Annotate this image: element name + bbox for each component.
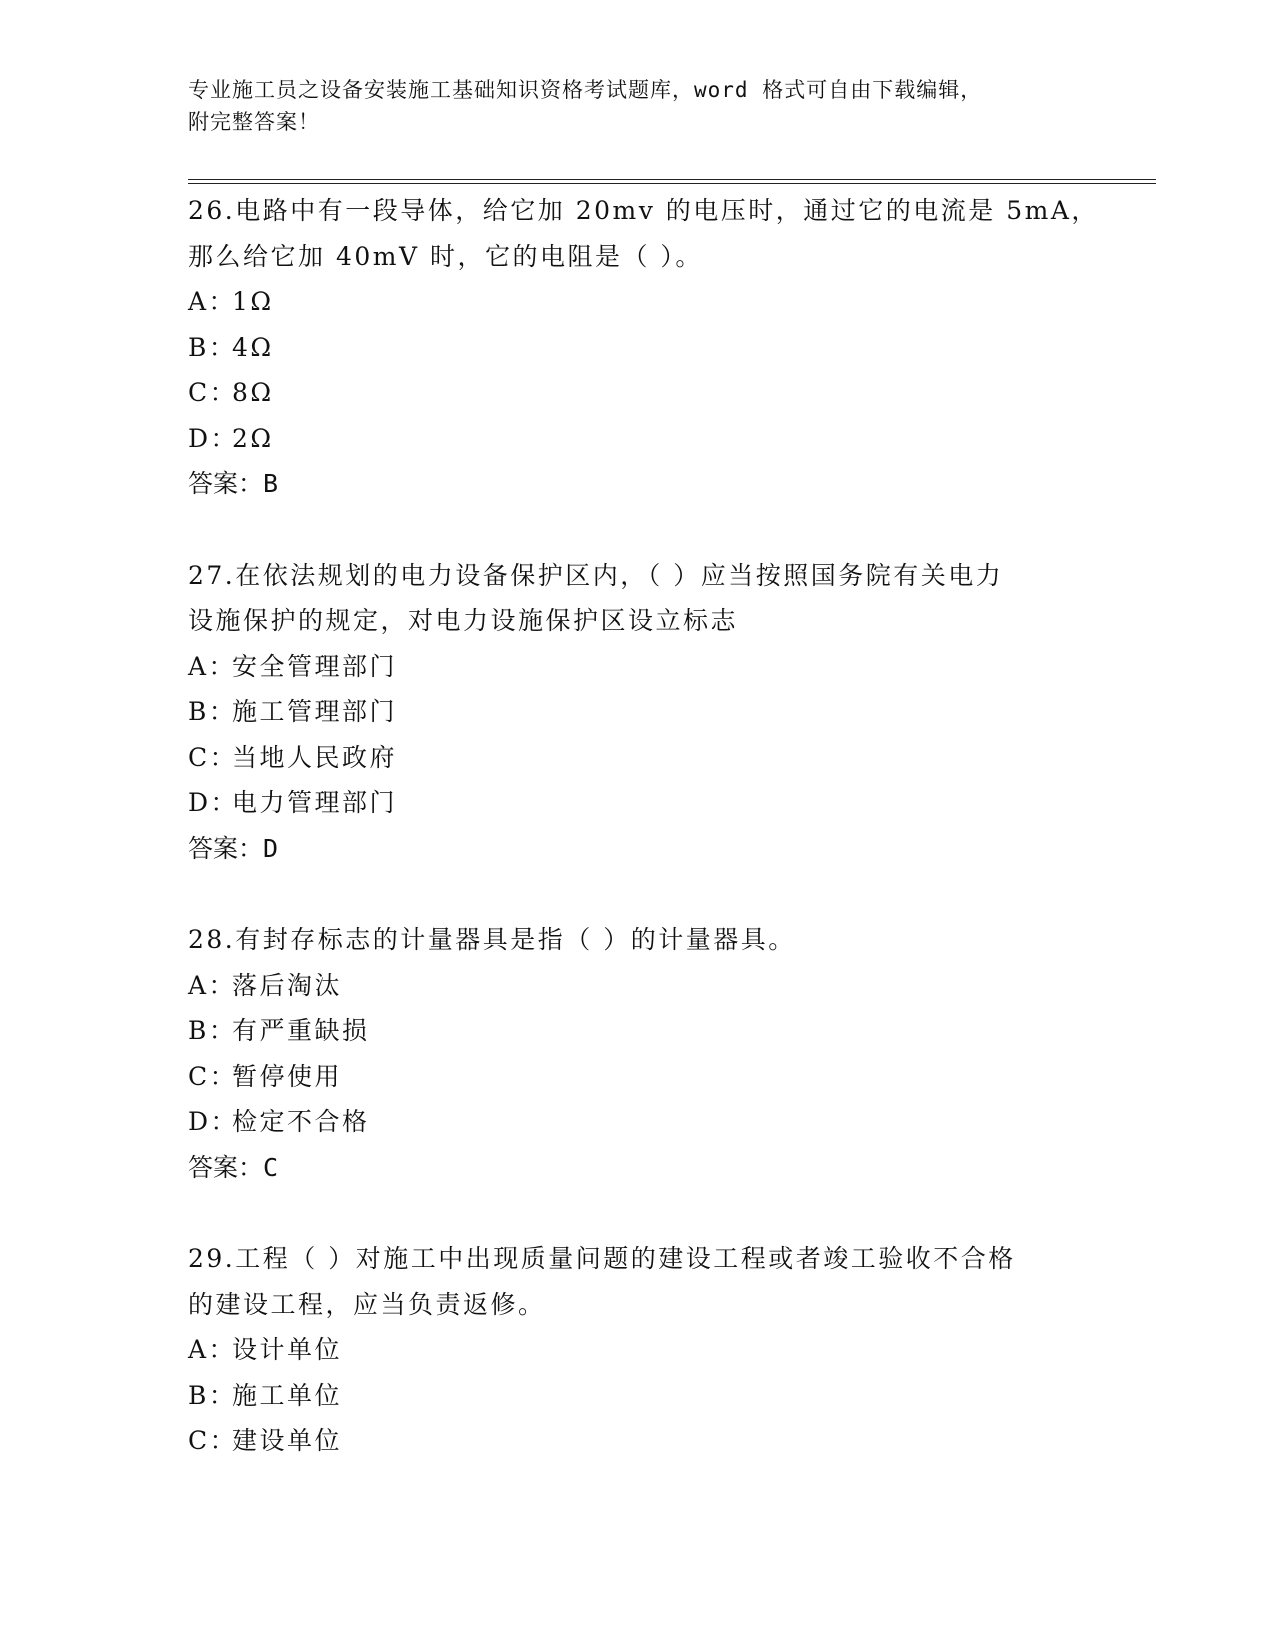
option-a [188,963,1148,1009]
answer-label: 答案： [188,1152,264,1182]
option-text: 1Ω [232,287,274,316]
option-c [188,370,1148,416]
option-letter: C： [188,742,238,772]
option-letter: C： [188,1426,238,1455]
option-text: 施工管理部门 [232,697,398,726]
option-letter: C： [188,378,238,407]
question-spacer [188,1190,1148,1236]
option-a [188,279,1148,325]
option-text: 检定不合格 [232,1107,370,1136]
option-text: 2Ω [232,423,274,453]
option-letter: C： [188,1061,238,1091]
option-letter: B： [188,1380,237,1410]
header-divider-top [188,179,1156,180]
option-text: 施工单位 [232,1380,343,1410]
option-letter: D： [188,423,239,453]
question-stem-line: 27.在依法规划的电力设备保护区内，（ ）应当按照国务院有关电力 [188,560,1004,590]
question-spacer [188,871,1148,917]
option-letter: A： [188,287,237,316]
option-c [188,735,1148,781]
option-text: 建设单位 [232,1426,343,1455]
question-29 [188,1236,1148,1464]
option-text: 安全管理部门 [232,651,398,681]
option-letter: A： [188,1335,237,1364]
answer-label: 答案： [188,833,264,863]
answer-value: B [263,469,279,498]
option-d [188,1099,1148,1145]
answer-line [188,461,1148,507]
answer-label: 答案： [188,469,264,498]
option-text: 4Ω [232,332,274,362]
option-text: 当地人民政府 [232,742,398,772]
answer-line [188,1145,1148,1191]
option-d [188,780,1148,826]
option-letter: D： [188,1107,239,1136]
option-a [188,644,1148,690]
option-b [188,689,1148,735]
option-text: 落后淘汰 [232,970,343,1000]
option-text: 设计单位 [232,1335,343,1364]
question-27 [188,553,1148,872]
question-stem-line: 29.工程（ ）对施工中出现质量问题的建设工程或者竣工验收不合格 [188,1244,1016,1273]
option-letter: D： [188,788,239,817]
option-b [188,1373,1148,1419]
option-b [188,325,1148,371]
option-b [188,1008,1148,1054]
answer-line [188,826,1148,872]
question-stem-line: 那么给它加 40mV 时，它的电阻是（ ）。 [188,241,703,271]
question-26 [188,188,1148,507]
option-text: 8Ω [232,378,274,407]
question-spacer [188,507,1148,553]
option-c [188,1054,1148,1100]
document-header [188,74,1088,138]
question-list [188,188,1148,1464]
option-text: 有严重缺损 [232,1016,370,1045]
option-letter: A： [188,651,237,681]
header-divider-bottom [188,183,1156,184]
option-c [188,1418,1148,1464]
header-line-1: 专业施工员之设备安装施工基础知识资格考试题库，word 格式可自由下载编辑， [188,78,983,102]
answer-value: C [263,1152,279,1182]
question-stem-line: 28.有封存标志的计量器具是指（ ）的计量器具。 [188,925,796,954]
answer-value: D [263,833,279,863]
question-28 [188,917,1148,1190]
question-stem-line: 设施保护的规定，对电力设施保护区设立标志 [188,606,739,635]
option-text: 电力管理部门 [232,788,398,817]
option-a [188,1327,1148,1373]
question-stem-line: 的建设工程，应当负责返修。 [188,1289,546,1319]
header-line-2: 附完整答案！ [188,110,320,134]
option-letter: B： [188,697,237,726]
option-text: 暂停使用 [232,1061,343,1091]
option-letter: B： [188,1016,237,1045]
option-d [188,416,1148,462]
option-letter: A： [188,970,237,1000]
question-stem-line: 26.电路中有一段导体，给它加 20mv 的电压时，通过它的电流是 5mA， [188,196,1099,225]
option-letter: B： [188,332,237,362]
